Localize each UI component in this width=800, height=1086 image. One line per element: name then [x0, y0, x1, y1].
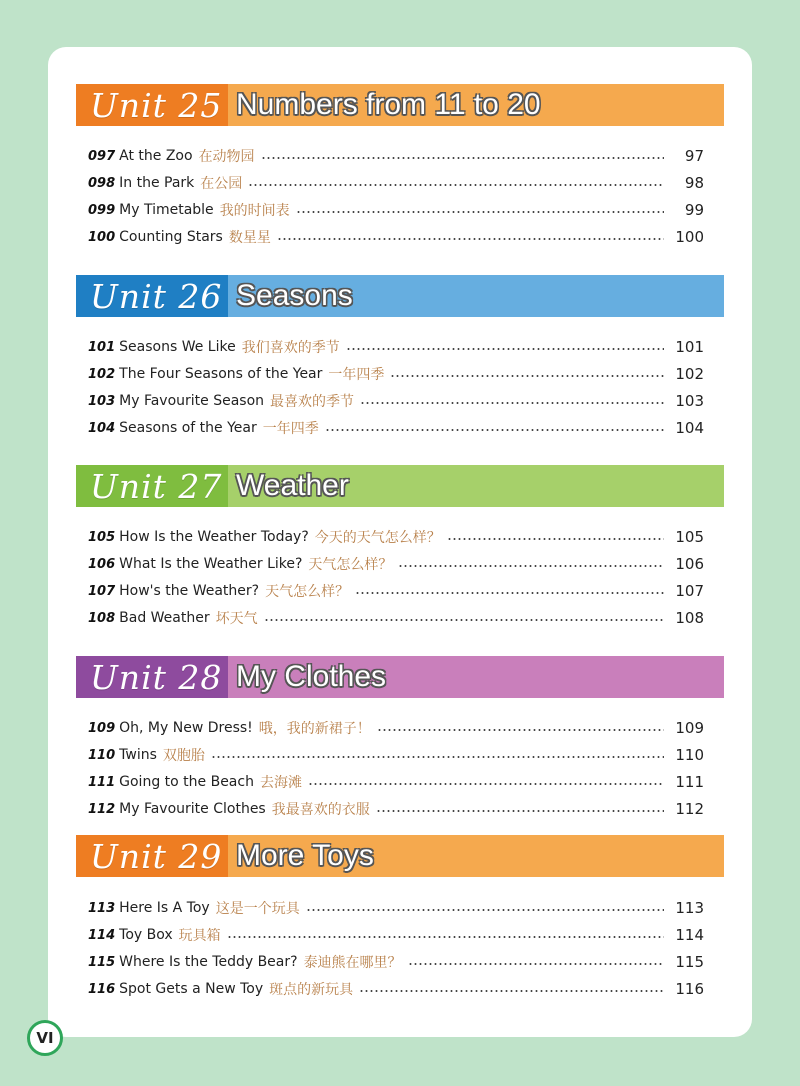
unit-header — [76, 275, 724, 317]
lesson-page: 108 — [675, 609, 704, 627]
lesson-page: 98 — [684, 174, 704, 192]
lesson-number: 112 — [88, 801, 116, 817]
lesson-row[interactable] — [88, 417, 704, 439]
lesson-page: 115 — [675, 953, 704, 971]
dot-leader — [277, 238, 664, 240]
toc-card — [48, 47, 752, 1037]
unit-header — [76, 84, 724, 126]
dot-leader — [377, 729, 664, 731]
lesson-page: 99 — [684, 201, 704, 219]
lesson-title-cn: 天气怎么样？ — [265, 584, 350, 600]
lesson-number: 114 — [88, 927, 116, 943]
lesson-title-cn: 我们喜欢的季节 — [241, 340, 340, 356]
lesson-page: 113 — [675, 899, 704, 917]
lesson-row[interactable] — [88, 798, 704, 820]
dot-leader — [346, 348, 664, 350]
unit-title: Seasons — [228, 275, 724, 317]
unit-header — [76, 835, 724, 877]
lesson-row[interactable] — [88, 717, 704, 739]
lesson-number: 107 — [88, 583, 116, 599]
lesson-title-cn: 数星星 — [228, 230, 271, 246]
dot-leader — [227, 936, 664, 938]
lesson-page: 112 — [675, 800, 704, 818]
lesson-title-en: In the Park — [119, 175, 195, 191]
lesson-title-cn: 去海滩 — [259, 775, 302, 791]
dot-leader — [261, 157, 664, 159]
dot-leader — [398, 565, 664, 567]
lesson-number: 115 — [88, 954, 116, 970]
lesson-number: 109 — [88, 720, 116, 736]
lesson-page: 111 — [675, 773, 704, 791]
lesson-number: 099 — [88, 202, 116, 218]
lesson-title-cn: 天气怎么样？ — [308, 557, 393, 573]
lesson-row[interactable] — [88, 924, 704, 946]
lesson-title-en: Going to the Beach — [119, 774, 254, 790]
lesson-title-en: Oh, My New Dress! — [119, 720, 253, 736]
lesson-title-en: My Timetable — [119, 202, 214, 218]
dot-leader — [211, 756, 664, 758]
lesson-number: 108 — [88, 610, 116, 626]
lesson-number: 103 — [88, 393, 116, 409]
unit-header — [76, 465, 724, 507]
dot-leader — [359, 990, 664, 992]
lesson-row[interactable] — [88, 172, 704, 194]
lesson-title-en: At the Zoo — [119, 148, 193, 164]
lesson-title-cn: 哦，我的新裙子！ — [258, 721, 371, 737]
lesson-page: 102 — [675, 365, 704, 383]
lesson-title-cn: 一年四季 — [328, 367, 385, 383]
dot-leader — [308, 783, 664, 785]
lesson-row[interactable] — [88, 951, 704, 973]
lesson-title-en: Counting Stars — [119, 229, 223, 245]
lesson-title-en: The Four Seasons of the Year — [119, 366, 323, 382]
lesson-number: 101 — [88, 339, 116, 355]
lesson-page: 104 — [675, 419, 704, 437]
lesson-page: 109 — [675, 719, 704, 737]
lesson-row[interactable] — [88, 744, 704, 766]
unit-title: More Toys — [228, 835, 724, 877]
lesson-row[interactable] — [88, 336, 704, 358]
lesson-title-cn: 在动物园 — [198, 149, 255, 165]
lesson-title-en: Seasons of the Year — [119, 420, 257, 436]
lesson-title-en: Seasons We Like — [119, 339, 236, 355]
dot-leader — [447, 538, 664, 540]
lesson-page: 100 — [675, 228, 704, 246]
dot-leader — [306, 909, 664, 911]
lesson-number: 104 — [88, 420, 116, 436]
lesson-title-cn: 泰迪熊在哪里？ — [303, 955, 402, 971]
lesson-title-cn: 这是一个玩具 — [215, 901, 300, 917]
lesson-title-en: Toy Box — [119, 927, 173, 943]
lesson-title-en: What Is the Weather Like? — [119, 556, 303, 572]
lesson-number: 098 — [88, 175, 116, 191]
dot-leader — [390, 375, 664, 377]
lesson-title-cn: 坏天气 — [215, 611, 258, 627]
lesson-row[interactable] — [88, 145, 704, 167]
lesson-number: 113 — [88, 900, 116, 916]
lesson-number: 105 — [88, 529, 116, 545]
lesson-title-cn: 我的时间表 — [219, 203, 290, 219]
lesson-title-cn: 一年四季 — [262, 421, 319, 437]
lesson-row[interactable] — [88, 607, 704, 629]
lesson-page: 114 — [675, 926, 704, 944]
dot-leader — [376, 810, 664, 812]
unit-title: Weather — [228, 465, 724, 507]
lesson-number: 106 — [88, 556, 116, 572]
unit-header — [76, 656, 724, 698]
dot-leader — [248, 184, 664, 186]
lesson-number: 100 — [88, 229, 116, 245]
lesson-title-cn: 今天的天气怎么样？ — [314, 530, 441, 546]
lesson-page: 116 — [675, 980, 704, 998]
lesson-title-en: How's the Weather? — [119, 583, 260, 599]
lesson-title-en: Where Is the Teddy Bear? — [119, 954, 298, 970]
lesson-row[interactable] — [88, 363, 704, 385]
lesson-title-en: My Favourite Season — [119, 393, 265, 409]
lesson-row[interactable] — [88, 580, 704, 602]
lesson-page: 105 — [675, 528, 704, 546]
lesson-page: 107 — [675, 582, 704, 600]
dot-leader — [408, 963, 664, 965]
dot-leader — [355, 592, 664, 594]
lesson-title-en: Bad Weather — [119, 610, 210, 626]
lesson-title-en: My Favourite Clothes — [119, 801, 266, 817]
lesson-title-cn: 斑点的新玩具 — [269, 982, 354, 998]
lesson-number: 111 — [88, 774, 116, 790]
lesson-row[interactable] — [88, 978, 704, 1000]
lesson-page: 97 — [684, 147, 704, 165]
unit-title: My Clothes — [228, 656, 724, 698]
dot-leader — [296, 211, 664, 213]
lesson-row[interactable] — [88, 553, 704, 575]
unit-title: Numbers from 11 to 20 — [228, 84, 724, 126]
lesson-number: 102 — [88, 366, 116, 382]
lesson-title-en: Spot Gets a New Toy — [119, 981, 264, 997]
dot-leader — [264, 619, 664, 621]
lesson-row[interactable] — [88, 199, 704, 221]
lesson-page: 110 — [675, 746, 704, 764]
unit-label: Unit 29 — [76, 835, 228, 877]
lesson-row[interactable] — [88, 226, 704, 248]
lesson-number: 110 — [88, 747, 116, 763]
lesson-row[interactable] — [88, 390, 704, 412]
page-number-badge: VI — [27, 1020, 63, 1056]
unit-label: Unit 25 — [76, 84, 228, 126]
lesson-page: 101 — [675, 338, 704, 356]
lesson-title-cn: 玩具箱 — [178, 928, 221, 944]
lesson-title-en: Here Is A Toy — [119, 900, 210, 916]
lesson-page: 106 — [675, 555, 704, 573]
lesson-row[interactable] — [88, 771, 704, 793]
lesson-title-en: Twins — [119, 747, 157, 763]
lesson-title-cn: 我最喜欢的衣服 — [271, 802, 370, 818]
dot-leader — [360, 402, 664, 404]
lesson-number: 116 — [88, 981, 116, 997]
lesson-number: 097 — [88, 148, 116, 164]
unit-label: Unit 26 — [76, 275, 228, 317]
lesson-row[interactable] — [88, 897, 704, 919]
dot-leader — [325, 429, 664, 431]
unit-label: Unit 28 — [76, 656, 228, 698]
lesson-title-cn: 最喜欢的季节 — [270, 394, 355, 410]
lesson-title-cn: 双胞胎 — [162, 748, 205, 764]
lesson-title-en: How Is the Weather Today? — [119, 529, 309, 545]
lesson-title-cn: 在公园 — [200, 176, 243, 192]
unit-label: Unit 27 — [76, 465, 228, 507]
lesson-row[interactable] — [88, 526, 704, 548]
lesson-page: 103 — [675, 392, 704, 410]
